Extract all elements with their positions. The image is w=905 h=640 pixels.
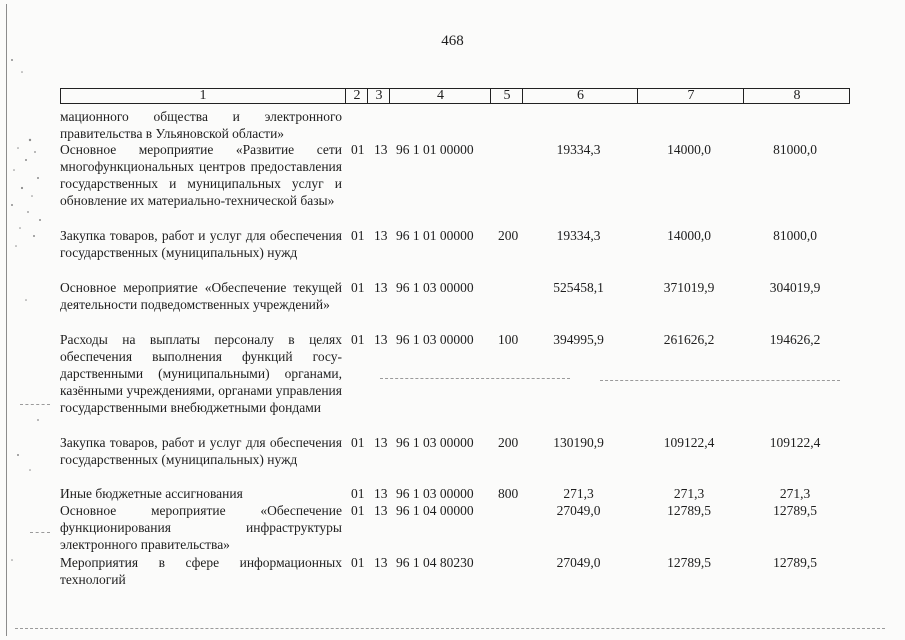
header-col-2: 2	[345, 89, 368, 103]
header-col-8: 8	[743, 89, 850, 103]
row-target-article: 96 1 03 00000	[396, 486, 474, 501]
row-subsection: 13	[374, 486, 388, 501]
scan-mark	[380, 378, 570, 379]
row-section: 01	[351, 435, 365, 450]
header-col-6: 6	[522, 89, 638, 103]
row-amount-6: 130190,9	[553, 435, 604, 450]
row-amount-8: 109122,4	[769, 435, 821, 450]
row-description: Основное мероприятие «Обеспечение текущей деятельности подведомственных учреждений»	[60, 280, 342, 312]
row-subsection: 13	[374, 280, 388, 295]
page-number: 468	[441, 33, 464, 49]
row-expense-type: 800	[498, 486, 519, 501]
row-section: 01	[351, 228, 365, 243]
row-description: Иные бюджетные ассигнования	[60, 486, 243, 501]
row-target-article: 96 1 03 00000	[396, 280, 474, 295]
row-description: Основное мероприятие «Развитие сети многофункциональных центров предоставления государственных и муниципальных услуг и обновление их материально-технической базы»	[60, 142, 342, 208]
row-description: Основное мероприятие «Обеспечение функционирования инфраструктуры электронного правительства»	[60, 503, 342, 552]
row-subsection: 13	[374, 332, 388, 347]
row-description: Закупка товаров, работ и услуг для обеспечения государственных (муниципальных) нужд	[60, 435, 342, 467]
header-col-4: 4	[389, 89, 491, 103]
row-amount-6: 394995,9	[553, 332, 604, 347]
row-amount-6: 19334,3	[556, 142, 601, 157]
header-col-7: 7	[637, 89, 744, 103]
row-section: 01	[351, 332, 365, 347]
row-amount-7: 109122,4	[663, 435, 715, 450]
row-amount-7: 12789,5	[667, 555, 711, 570]
row-section: 01	[351, 486, 365, 501]
row-target-article: 96 1 01 00000	[396, 142, 474, 157]
row-target-article: 96 1 04 80230	[396, 555, 474, 570]
row-amount-6: 271,3	[563, 486, 594, 501]
row-amount-6: 525458,1	[553, 280, 604, 295]
row-amount-7: 261626,2	[663, 332, 715, 347]
row-expense-type: 200	[498, 435, 519, 450]
row-amount-7: 12789,5	[667, 503, 711, 518]
row-section: 01	[351, 555, 365, 570]
scan-mark	[30, 532, 50, 533]
scan-mark	[600, 380, 840, 381]
row-description: Расходы на выплаты персоналу в целях обеспечения выполнения функций государственными (муниципальными) органами, казёнными учреждениями, органами управления государственными внебюджетными фондами	[60, 332, 342, 415]
row-description: Закупка товаров, работ и услуг для обеспечения государственных (муниципальных) нужд	[60, 228, 342, 260]
row-subsection: 13	[374, 503, 388, 518]
row-amount-6: 19334,3	[556, 228, 601, 243]
row-amount-7: 371019,9	[663, 280, 715, 295]
table-header	[60, 88, 850, 104]
row-amount-8: 12789,5	[773, 555, 817, 570]
row-amount-7: 271,3	[673, 486, 705, 501]
row-expense-type: 100	[498, 332, 519, 347]
row-amount-8: 304019,9	[769, 280, 821, 295]
row-amount-8: 194626,2	[769, 332, 821, 347]
row-description: Мероприятия в сфере информационных технологий	[60, 555, 342, 587]
row-amount-6: 27049,0	[556, 503, 601, 518]
scan-mark	[15, 628, 885, 629]
row-amount-8: 271,3	[779, 486, 811, 501]
row-subsection: 13	[374, 435, 388, 450]
row-subsection: 13	[374, 142, 388, 157]
row-section: 01	[351, 503, 365, 518]
header-col-5: 5	[490, 89, 523, 103]
row-target-article: 96 1 03 00000	[396, 332, 474, 347]
header-col-3: 3	[367, 89, 390, 103]
row-target-article: 96 1 03 00000	[396, 435, 474, 450]
row-amount-6: 27049,0	[556, 555, 601, 570]
row-section: 01	[351, 142, 365, 157]
row-amount-8: 81000,0	[773, 142, 817, 157]
row-amount-7: 14000,0	[667, 142, 711, 157]
row-subsection: 13	[374, 228, 388, 243]
row-expense-type: 200	[498, 228, 519, 243]
row-target-article: 96 1 01 00000	[396, 228, 474, 243]
row-target-article: 96 1 04 00000	[396, 503, 474, 518]
row-section: 01	[351, 280, 365, 295]
row-amount-8: 12789,5	[773, 503, 817, 518]
row-amount-8: 81000,0	[773, 228, 817, 243]
row-subsection: 13	[374, 555, 388, 570]
scan-mark	[20, 404, 50, 405]
scan-edge-noise	[0, 0, 48, 640]
row-amount-7: 14000,0	[667, 228, 711, 243]
header-col-1: 1	[199, 88, 207, 103]
row-description: мационного общества и электронного правительства в Ульяновской области»	[60, 109, 342, 141]
